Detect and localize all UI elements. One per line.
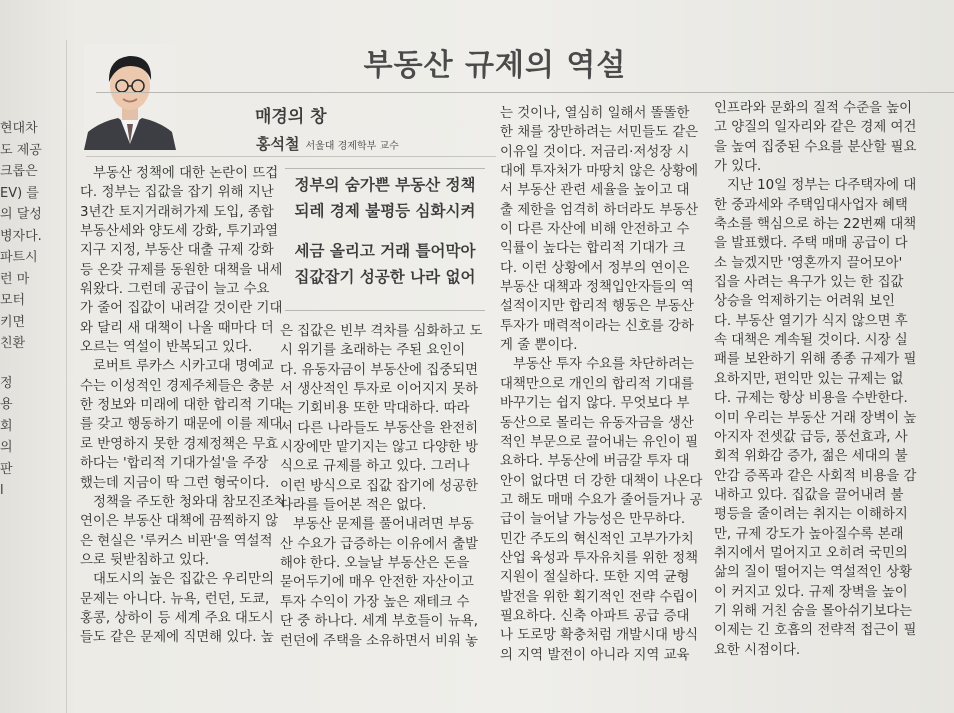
- fragment-line: 정: [0, 375, 13, 391]
- text-line: 아지자 전셋값 급등, 풍선효과, 사: [714, 429, 908, 445]
- article-column-2: [280, 322, 490, 651]
- fragment-line: 키면: [0, 314, 26, 330]
- text-line: 홍콩, 상하이 등 세계 주요 대도시: [80, 610, 274, 626]
- text-line: 서 다른 나라들도 부동산을 완전히: [280, 420, 479, 436]
- text-line: 수는 이성적인 경제주체들은 충분: [80, 378, 274, 394]
- fragment-line: 의 달성: [0, 207, 42, 222]
- text-line: 문제는 아니다. 뉴욕, 런던, 도쿄,: [80, 591, 270, 607]
- column-divider: [66, 40, 67, 713]
- pullquote: [280, 172, 490, 290]
- fragment-line: 모터: [0, 293, 26, 308]
- text-line: 다. 이런 상황에서 정부의 연이은: [500, 260, 690, 276]
- text-line: 이 다른 자산에 비해 안전하고 수: [500, 222, 690, 238]
- text-line: 소 늘겠지만 '영혼까지 끌어모아': [714, 255, 903, 271]
- fragment-line: 크롭은: [0, 164, 38, 179]
- text-line: 부동산 문제를 풀어내려면 부동: [293, 517, 474, 533]
- fragment-line: 도 제공: [0, 142, 42, 158]
- fragment-line: 친환: [0, 336, 26, 351]
- text-line: 지난 10일 정부는 다주택자에 대: [727, 178, 917, 194]
- text-line: 가 줄어 집값이 내려갈 것이란 기대: [80, 301, 283, 317]
- pullquote-rule-top: [285, 168, 485, 169]
- text-line: 가 있다.: [714, 159, 762, 175]
- previous-article-fragment: [0, 118, 62, 498]
- headline-rule: [96, 92, 954, 93]
- text-line: 나 도로망 확충처럼 개발시대 방식: [500, 628, 699, 644]
- text-line: 회적 위화감 증가, 젊은 세대의 불: [714, 449, 908, 465]
- fragment-line: 회: [0, 418, 13, 434]
- text-line: 시장에만 맡기지는 않고 다양한 방: [280, 440, 479, 456]
- article-column-4: [714, 99, 950, 660]
- text-line: 했는데 지금이 딱 그런 형국이다.: [80, 475, 270, 491]
- text-line: 서 생산적인 투자로 이어지지 못하: [280, 382, 479, 398]
- text-line: 3년간 토지거래허가제 도입, 종합: [80, 204, 274, 220]
- text-line: 요한 시점이다.: [714, 642, 801, 658]
- pullquote-line: 되레 경제 불평등 심화시켜: [294, 202, 476, 220]
- text-line: 은 집값은 빈부 격차를 심화하고 도: [280, 324, 483, 339]
- text-line: 대에 투자처가 마땅치 않은 상황에: [500, 164, 699, 180]
- text-line: 고 해도 매매 수요가 줄어들거나 공: [500, 492, 703, 508]
- text-line: 이유일 것이다. 저금리·저성장 시: [500, 144, 690, 160]
- text-line: 워왔다. 그런데 공급이 늘고 수요: [80, 282, 270, 298]
- byline: [256, 133, 399, 154]
- text-line: 은 현실은 '루커스 비판'을 역설적: [80, 533, 273, 549]
- text-line: 설적이지만 합리적 행동은 부동산: [500, 299, 694, 315]
- text-line: 안이 없다면 더 강한 대책이 나온다: [500, 473, 703, 489]
- text-line: 고 양질의 일자리와 같은 경제 여건: [714, 120, 917, 136]
- text-line: 내하고 있다. 집값을 끌어내려 불: [714, 487, 904, 503]
- text-line: 하다는 '합리적 기대가설'을 주장: [80, 456, 269, 472]
- author-name: 홍석철: [256, 135, 300, 153]
- text-line: 요하지만, 편익만 있는 규제는 없: [714, 371, 904, 387]
- fragment-line: 현대차: [0, 121, 38, 136]
- text-line: 는 것이나, 열심히 일해서 똘똘한: [500, 106, 690, 121]
- text-line: 을 발표했다. 주택 매매 공급이 다: [714, 236, 908, 252]
- text-line: 축소를 핵심으로 하는 22번째 대책: [714, 217, 917, 233]
- text-line: 의 지역 발전이 아니라 지역 교육: [500, 647, 690, 663]
- text-line: 이 커지고 있다. 규제 장벽을 높이: [714, 584, 908, 600]
- text-line: 로버트 루카스 시카고대 명예교: [93, 359, 274, 375]
- article-headline: 부동산 규제의 역설: [363, 48, 627, 83]
- text-line: 으로 뒷받침하고 있다.: [80, 552, 210, 568]
- text-line: 다. 정부는 집값을 잡기 위해 지난: [80, 185, 274, 201]
- text-line: 인프라와 문화의 질적 수준을 높이: [714, 101, 913, 116]
- fragment-line: 병자다.: [0, 228, 42, 244]
- text-line: 출 제한을 엄격히 하더라도 부동산: [500, 202, 699, 218]
- text-line: 를 갖고 행동하기 때문에 이를 제대: [80, 417, 283, 433]
- text-line: 삶의 질이 떨어지는 역설적인 상황: [714, 565, 913, 581]
- author-portrait: [84, 44, 176, 150]
- text-line: 평등을 줄이려는 취지는 이해하지: [714, 507, 908, 523]
- fragment-line: 런 마: [0, 271, 30, 287]
- text-line: 안감 증폭과 같은 사회적 비용을 감: [714, 468, 917, 484]
- text-line: 대책만으로 개인의 합리적 기대를: [500, 376, 694, 392]
- text-line: 다. 규제는 항상 비용을 수반한다.: [714, 391, 908, 407]
- fragment-line: 의: [0, 440, 13, 455]
- text-line: 산업 육성과 투자유치를 위한 정책: [500, 550, 699, 566]
- text-line: 정책을 주도한 청와대 참모진조차: [93, 494, 287, 510]
- text-line: 패를 보완하기 위해 종종 규제가 필: [714, 352, 917, 368]
- text-line: 묻어두기에 매우 안전한 자산이고: [280, 575, 474, 591]
- text-line: 시 위기를 초래하는 주된 요인이: [280, 343, 466, 359]
- column-name: 매경의 창: [255, 107, 327, 127]
- text-line: 지원이 절실하다. 또한 지역 균형: [500, 570, 690, 586]
- article-column-1: [80, 164, 287, 648]
- text-line: 연이은 부동산 대책에 끔찍하지 않: [80, 514, 279, 530]
- pullquote-line: 집값잡기 성공한 나라 없어: [294, 268, 476, 286]
- text-line: 익률이 높다는 합리적 기대가 크: [500, 241, 686, 257]
- text-line: 부동산 정책에 대한 논란이 뜨겁: [93, 166, 279, 181]
- text-line: 지구 지정, 부동산 대출 규제 강화: [80, 243, 274, 259]
- text-line: 한 채를 장만하려는 서민들도 같은: [500, 125, 699, 141]
- text-line: 대도시의 높은 집값은 우리만의: [93, 572, 274, 588]
- text-line: 이런 방식으로 집값 잡기에 성공한: [280, 478, 479, 494]
- text-line: 요하다. 부동산에 버금갈 투자 대: [500, 454, 690, 470]
- text-line: 부동산 투자 수요를 차단하려는: [513, 357, 694, 373]
- text-line: 다. 유동자금이 부동산에 집중되면: [280, 362, 479, 378]
- fragment-line: 용: [0, 397, 13, 412]
- text-line: 게 줄 뿐이다.: [500, 338, 578, 354]
- pullquote-line: 세금 올리고 거래 틀어막아: [294, 242, 476, 260]
- text-line: 투자가 매력적이라는 신호를 강하: [500, 318, 694, 334]
- text-line: 필요하다. 신축 아파트 공급 증대: [500, 608, 690, 624]
- text-line: 산 수요가 급증하는 이유에서 출발: [280, 536, 479, 552]
- text-line: 로 반영하지 못한 경제정책은 무효: [80, 436, 279, 452]
- text-line: 식으로 규제를 하고 있다. 그러나: [280, 459, 470, 475]
- author-affiliation: 서울대 경제학부 교수: [305, 141, 399, 152]
- byline-rule: [86, 156, 496, 157]
- text-line: 적인 부문으로 끌어내는 유인이 필: [500, 434, 699, 450]
- text-line: 급이 늘어날 가능성은 만무하다.: [500, 512, 686, 528]
- text-line: 상승을 억제하기는 어려워 보인: [714, 294, 895, 310]
- text-line: 기 위해 거친 숨을 몰아쉬기보다는: [714, 603, 913, 619]
- text-line: 다. 부동산 열기가 식지 않으면 후: [714, 313, 908, 329]
- text-line: 한 정보와 미래에 대한 합리적 기대: [80, 398, 283, 414]
- text-line: 발전을 위한 획기적인 전략 수립이: [500, 589, 699, 605]
- text-line: 와 달리 새 대책이 나올 때마다 더: [80, 320, 274, 336]
- text-line: 바꾸기는 쉽지 않다. 무엇보다 부: [500, 396, 690, 412]
- text-line: 만, 규제 강도가 높아질수록 본래: [714, 526, 904, 542]
- text-line: 투자 수익이 가장 높은 재테크 수: [280, 594, 470, 610]
- pullquote-line: 정부의 숨가쁜 부동산 정책: [294, 176, 476, 194]
- text-line: 오르는 역설이 반복되고 있다.: [80, 340, 253, 356]
- text-line: 서 부동산 관련 세율을 높이고 대: [500, 183, 690, 199]
- text-line: 동산으로 몰리는 유동자금을 생산: [500, 415, 694, 431]
- article-column-3: [500, 104, 703, 665]
- text-line: 등 온갖 규제를 동원한 대책을 내세: [80, 262, 283, 278]
- text-line: 런던에 주택을 소유하면서 비워 놓: [280, 633, 479, 649]
- text-line: 한 중과세와 주택임대사업자 혜택: [714, 197, 908, 213]
- fragment-line: 판: [0, 461, 13, 477]
- text-line: 들도 같은 문제에 직면해 있다. 높: [80, 630, 274, 646]
- text-line: 이제는 긴 호흡의 전략적 접근이 필: [714, 623, 917, 639]
- pullquote-rule-bottom: [285, 310, 485, 311]
- fragment-line: EV) 를: [0, 185, 39, 201]
- text-line: 집을 사려는 욕구가 있는 한 집값: [714, 275, 904, 291]
- fragment-line: l: [0, 483, 4, 498]
- text-line: 속 대책은 계속될 것이다. 시장 실: [714, 333, 908, 349]
- text-line: 단 중 하나다. 세계 부호들이 뉴욕,: [280, 614, 478, 630]
- text-line: 이미 우리는 부동산 거래 장벽이 높: [714, 410, 917, 426]
- text-line: 부동산세와 양도세 강화, 투기과열: [80, 224, 279, 240]
- text-line: 민간 주도의 혁신적인 고부가가치: [500, 531, 694, 547]
- fragment-line: 파트시: [0, 250, 38, 265]
- text-line: 을 높여 집중된 수요를 분산할 필요: [714, 139, 917, 155]
- text-line: 취지에서 멀어지고 오히려 국민의: [714, 545, 908, 561]
- text-line: 나라를 들어본 적은 없다.: [280, 498, 427, 514]
- fragment-line: [0, 355, 62, 373]
- text-line: 부동산 대책과 정책입안자들의 역: [500, 280, 694, 296]
- text-line: 해야 한다. 오늘날 부동산은 돈을: [280, 556, 470, 572]
- text-line: 는 기회비용 또한 막대하다. 따라: [280, 401, 470, 417]
